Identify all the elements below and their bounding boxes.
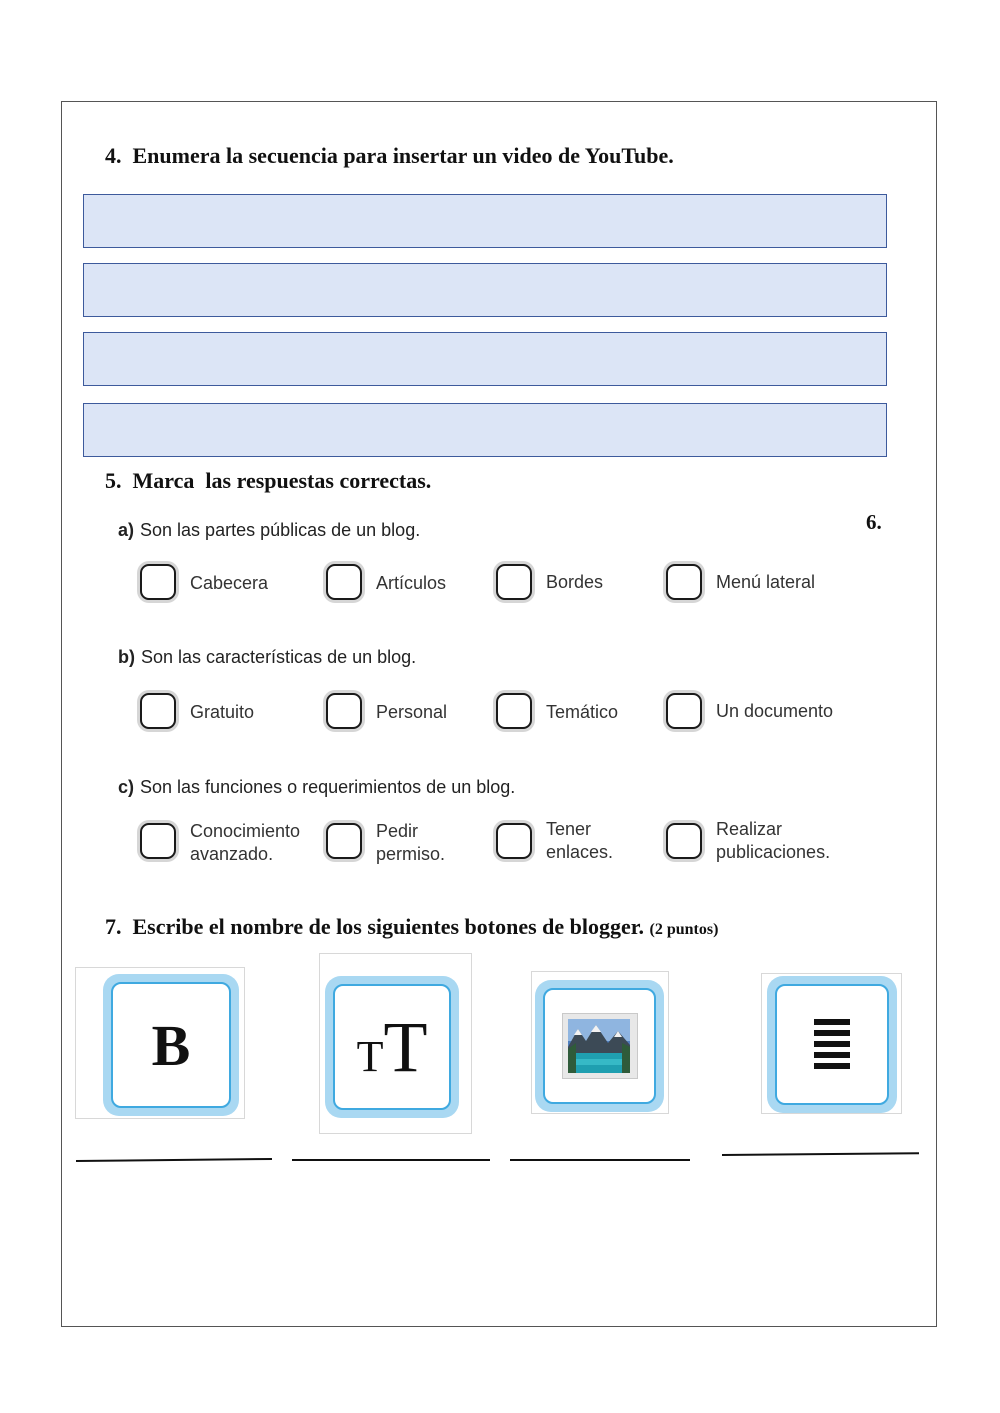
bold-icon: B: [151, 1012, 191, 1078]
checkbox[interactable]: [326, 564, 362, 600]
checkbox[interactable]: [140, 693, 176, 729]
image-icon: [562, 1013, 638, 1079]
question-7-title: Escribe el nombre de los siguientes botones de blogger.: [132, 914, 645, 939]
question-4-title: Enumera la secuencia para insertar un video de YouTube.: [132, 143, 674, 168]
question-5-title: Marca las respuestas correctas.: [132, 468, 432, 493]
group-b-label: b) Son las características de un blog.: [118, 647, 417, 667]
text-size-button: [325, 976, 459, 1118]
checkbox[interactable]: [140, 823, 176, 859]
justify-button: [767, 976, 897, 1113]
checkbox[interactable]: [326, 693, 362, 729]
answer-line-2[interactable]: [292, 1159, 490, 1161]
group-a-label: a) Son las partes públicas de un blog.: [118, 520, 421, 540]
checkbox[interactable]: [140, 564, 176, 600]
answer-box-1[interactable]: [83, 194, 887, 248]
group-c-label: c) Son las funciones o requerimientos de un blog.: [118, 777, 516, 797]
answer-line-3[interactable]: [510, 1159, 690, 1161]
checkbox[interactable]: [666, 693, 702, 729]
question-7-number: 7.: [105, 914, 122, 939]
question-7-heading: [105, 914, 718, 940]
checkbox[interactable]: [666, 564, 702, 600]
checkbox[interactable]: [496, 823, 532, 859]
question-4-number: 4.: [105, 143, 122, 168]
blogger-button-card-2: [319, 953, 472, 1134]
blogger-button-card-1: [75, 967, 245, 1119]
question-6-number: 6.: [866, 510, 882, 534]
answer-box-4[interactable]: [83, 403, 887, 457]
checkbox[interactable]: [496, 693, 532, 729]
checkbox[interactable]: [666, 823, 702, 859]
question-5-number: 5.: [105, 468, 122, 493]
answer-box-2[interactable]: [83, 263, 887, 317]
image-button: [535, 980, 664, 1112]
blogger-button-card-4: [761, 973, 902, 1114]
text-size-icon: TT: [356, 1006, 428, 1087]
checkbox[interactable]: [326, 823, 362, 859]
question-7-points: (2 puntos): [649, 921, 719, 938]
question-5-heading: [105, 468, 431, 494]
answer-box-3[interactable]: [83, 332, 887, 386]
justify-align-icon: [814, 1019, 850, 1071]
blogger-button-card-3: [531, 971, 669, 1114]
checkbox[interactable]: [496, 564, 532, 600]
bold-button: [103, 974, 239, 1116]
question-4-heading: [105, 143, 674, 169]
